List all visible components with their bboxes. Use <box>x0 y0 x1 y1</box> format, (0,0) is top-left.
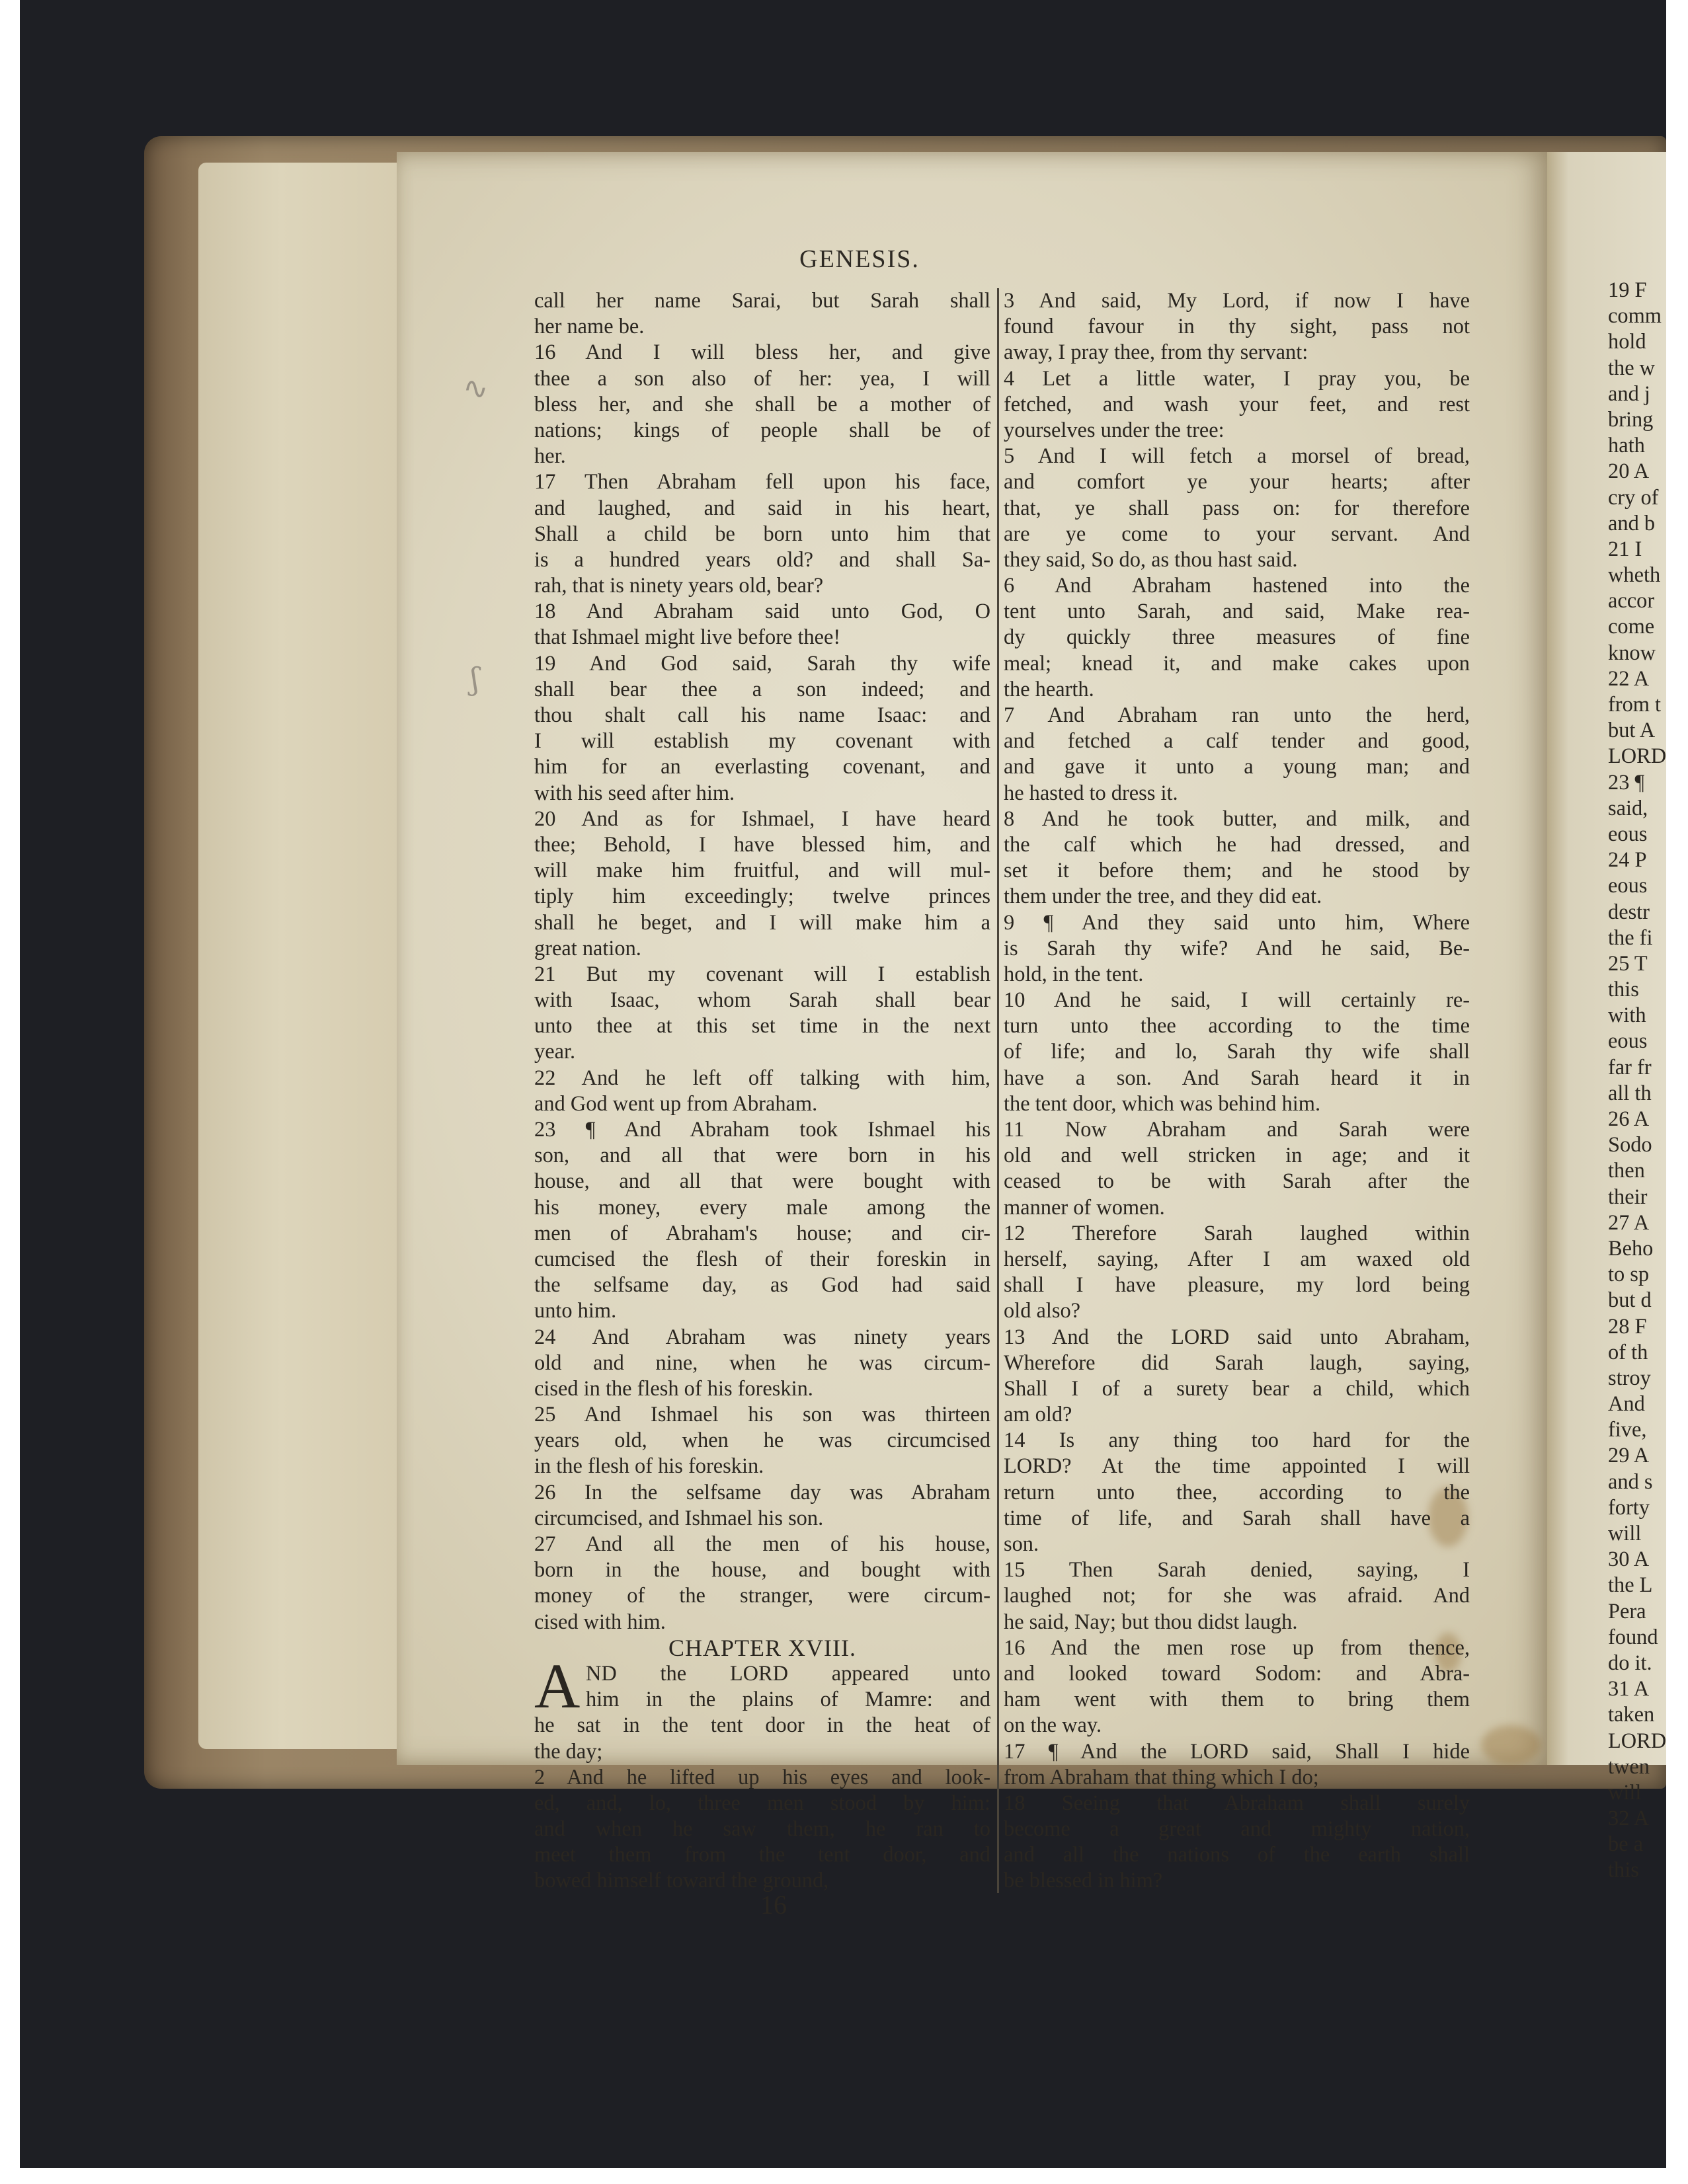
text-line: 23 ¶ And Abraham took Ishmael his <box>534 1118 990 1142</box>
text-line: 16 And the men rose up from thence, <box>1004 1635 1470 1660</box>
text-line: him for an everlasting covenant, and <box>534 755 990 779</box>
facing-page-line: LORD <box>1608 744 1667 769</box>
text-line: Wherefore did Sarah laugh, saying, <box>1004 1350 1470 1375</box>
text-line: born in the house, and bought with <box>534 1558 990 1582</box>
text-line: manner of women. <box>1004 1195 1165 1220</box>
facing-page-line: And <box>1608 1392 1645 1417</box>
text-line: old and nine, when he was circum- <box>534 1350 990 1375</box>
text-line: son. <box>1004 1532 1039 1556</box>
text-line: call her name Sarai, but Sarah shall <box>534 289 990 313</box>
text-line: 16 And I will bless her, and give <box>534 340 990 365</box>
text-line: 3 And said, My Lord, if now I have <box>1004 289 1470 313</box>
text-line: time of life, and Sarah shall have a <box>1004 1506 1470 1530</box>
text-line: become a great and mighty nation, <box>1004 1817 1470 1842</box>
text-line: old also? <box>1004 1299 1081 1323</box>
text-line: ed, and, lo, three men stood by him: <box>534 1791 990 1815</box>
text-line: 8 And he took butter, and milk, and <box>1004 806 1470 831</box>
text-line: 4 Let a little water, I pray you, be <box>1004 366 1470 391</box>
text-line: the calf which he had dressed, and <box>1004 832 1470 857</box>
text-line: rah, that is ninety years old, bear? <box>534 574 824 598</box>
text-line: thee a son also of her: yea, I will <box>534 366 990 391</box>
text-line: 17 ¶ And the LORD said, Shall I hide <box>1004 1739 1470 1764</box>
text-line: thou shalt call his name Isaac: and <box>534 703 990 727</box>
text-line: shall bear thee a son indeed; and <box>534 677 990 701</box>
text-line: Shall I of a surety bear a child, which <box>1004 1376 1470 1401</box>
facing-page-line: twen <box>1608 1754 1650 1779</box>
facing-page-line: this <box>1608 978 1639 1002</box>
text-line: 15 Then Sarah denied, saying, I <box>1004 1558 1470 1582</box>
facing-page-line: 28 F <box>1608 1314 1647 1339</box>
facing-page-line: comm <box>1608 304 1662 329</box>
text-line: away, I pray thee, from thy servant: <box>1004 340 1308 365</box>
text-line: 12 Therefore Sarah laughed within <box>1004 1221 1470 1245</box>
text-line: yourselves under the tree: <box>1004 418 1225 442</box>
running-head: GENESIS. <box>799 245 920 273</box>
facing-page-line: 27 A <box>1608 1210 1650 1235</box>
text-line: I will establish my covenant with <box>534 729 990 754</box>
text-line: thee; Behold, I have blessed him, and <box>534 832 990 857</box>
facing-page-line: bring <box>1608 407 1654 432</box>
text-line: herself, saying, After I am waxed old <box>1004 1247 1470 1271</box>
text-line: old and well stricken in age; and it <box>1004 1144 1470 1168</box>
text-line: ham went with them to bring them <box>1004 1688 1470 1712</box>
text-line: and all the nations of the earth shall <box>1004 1843 1470 1867</box>
facing-page-line: from t <box>1608 693 1662 717</box>
text-line: her. <box>534 444 566 469</box>
facing-page-line: but A <box>1608 719 1656 743</box>
text-line: and fetched a calf tender and good, <box>1004 729 1470 754</box>
text-line: hold, in the tent. <box>1004 962 1144 986</box>
text-line: bowed himself toward the ground, <box>534 1869 829 1893</box>
right-text-column <box>1004 288 1470 1894</box>
text-line: in the flesh of his foreskin. <box>534 1454 764 1479</box>
text-line: 7 And Abraham ran unto the herd, <box>1004 703 1470 727</box>
text-line: 26 In the selfsame day was Abraham <box>534 1480 990 1504</box>
text-line: laughed not; for she was afraid. And <box>1004 1584 1470 1608</box>
text-line: ND the LORD appeared unto <box>586 1661 990 1686</box>
text-line: and looked toward Sodom: and Abra- <box>1004 1661 1470 1686</box>
text-line: unto thee at this set time in the next <box>534 1014 990 1038</box>
text-line: unto him. <box>534 1299 617 1323</box>
facing-page-line: be a <box>1608 1832 1644 1857</box>
facing-page-line: far fr <box>1608 1055 1652 1079</box>
text-line: he hasted to dress it. <box>1004 781 1178 805</box>
facing-page-line: Sodo <box>1608 1133 1652 1157</box>
text-line: they said, So do, as thou hast said. <box>1004 547 1298 572</box>
text-line: the tent door, which was behind him. <box>1004 1091 1321 1116</box>
text-line: the selfsame day, as God had said <box>534 1273 990 1298</box>
text-line: 19 And God said, Sarah thy wife <box>534 651 990 676</box>
text-line: fetched, and wash your feet, and rest <box>1004 392 1470 416</box>
facing-page-line: hath <box>1608 434 1645 458</box>
chapter-heading: CHAPTER XVIII. <box>668 1634 856 1661</box>
text-line: 24 And Abraham was ninety years <box>534 1325 990 1349</box>
text-line: 18 Seeing that Abraham shall surely <box>1004 1791 1470 1815</box>
text-line: he said, Nay; but thou didst laugh. <box>1004 1610 1298 1634</box>
text-line: LORD? At the time appointed I will <box>1004 1454 1470 1479</box>
pencil-mark: ʃ <box>471 661 479 697</box>
text-line: 21 But my covenant will I establish <box>534 962 990 986</box>
text-line: him in the plains of Mamre: and <box>586 1688 990 1712</box>
drop-cap: A <box>534 1650 581 1721</box>
text-line: turn unto thee according to the time <box>1004 1014 1470 1038</box>
facing-page-line: wheth <box>1608 563 1661 588</box>
facing-page-line: then <box>1608 1159 1645 1183</box>
facing-page-line: 19 F <box>1608 278 1647 302</box>
text-line: am old? <box>1004 1403 1072 1427</box>
text-line: 5 And I will fetch a morsel of bread, <box>1004 444 1470 469</box>
facing-page-line: hold <box>1608 330 1646 354</box>
text-line: 20 And as for Ishmael, I have heard <box>534 806 990 831</box>
text-line: meal; knead it, and make cakes upon <box>1004 651 1470 676</box>
text-line: 10 And he said, I will certainly re- <box>1004 988 1470 1013</box>
text-line: 11 Now Abraham and Sarah were <box>1004 1118 1470 1142</box>
facing-page-line: 23 ¶ <box>1608 770 1645 795</box>
facing-page-line: stroy <box>1608 1366 1651 1390</box>
facing-page-line: do it. <box>1608 1651 1652 1675</box>
facing-page-line: 29 A <box>1608 1444 1650 1468</box>
facing-page-line: 24 P <box>1608 848 1647 873</box>
text-line: ceased to be with Sarah after the <box>1004 1169 1470 1194</box>
text-line: found favour in thy sight, pass not <box>1004 315 1470 339</box>
text-line: and laughed, and said in his heart, <box>534 496 990 520</box>
chapter-opening <box>534 1650 990 1721</box>
facing-page-line: will <box>1608 1780 1642 1805</box>
facing-page-line: this <box>1608 1858 1639 1883</box>
text-line: the day; <box>534 1739 603 1764</box>
facing-page-line: the fi <box>1608 925 1653 950</box>
facing-page-line: the L <box>1608 1573 1653 1598</box>
text-line: bless her, and she shall be a mother of <box>534 392 990 416</box>
left-text-column <box>534 288 990 1894</box>
text-line: tiply him exceedingly; twelve princes <box>534 884 990 909</box>
text-line: return unto thee, according to the <box>1004 1480 1470 1504</box>
column-rule <box>997 288 999 1893</box>
text-line: have a son. And Sarah heard it in <box>1004 1066 1470 1090</box>
text-line: years old, when he was circumcised <box>534 1428 990 1453</box>
text-line: men of Abraham's house; and cir- <box>534 1221 990 1245</box>
text-line: 18 And Abraham said unto God, O <box>534 600 990 624</box>
facing-page-line: destr <box>1608 900 1650 924</box>
text-line: and gave it unto a young man; and <box>1004 755 1470 779</box>
text-line: 17 Then Abraham fell upon his face, <box>534 470 990 494</box>
foxing-stain <box>1481 1725 1541 1765</box>
text-line: 27 And all the men of his house, <box>534 1532 990 1556</box>
text-line: great nation. <box>534 936 641 960</box>
facing-page-line: Pera <box>1608 1599 1646 1623</box>
text-line: that Ishmael might live before thee! <box>534 625 841 650</box>
facing-page-line: know <box>1608 641 1656 665</box>
facing-page-line: to sp <box>1608 1263 1650 1287</box>
text-line: set it before them; and he stood by <box>1004 859 1470 883</box>
text-line: that, ye shall pass on: for therefore <box>1004 496 1470 520</box>
text-line: tent unto Sarah, and said, Make rea- <box>1004 600 1470 624</box>
facing-page-line: 30 A <box>1608 1547 1650 1572</box>
text-line: cumcised the flesh of their foreskin in <box>534 1247 990 1271</box>
facing-page-line: five, <box>1608 1418 1647 1442</box>
text-line: 6 And Abraham hastened into the <box>1004 574 1470 598</box>
facing-page-line: accor <box>1608 589 1655 613</box>
text-line: them under the tree, and they did eat. <box>1004 884 1322 909</box>
text-line: and when he saw them, he ran to <box>534 1817 990 1842</box>
facing-page-line: 26 A <box>1608 1107 1650 1131</box>
text-line: nations; kings of people shall be of <box>534 418 990 442</box>
text-line: circumcised, and Ishmael his son. <box>534 1506 824 1530</box>
text-line: 13 And the LORD said unto Abraham, <box>1004 1325 1470 1349</box>
text-line: Shall a child be born unto him that <box>534 522 990 546</box>
text-line: 9 ¶ And they said unto him, Where <box>1004 910 1470 935</box>
text-line: dy quickly three measures of fine <box>1004 625 1470 650</box>
facing-page-line: and s <box>1608 1469 1653 1494</box>
text-line: shall he beget, and I will make him a <box>534 910 990 935</box>
text-line: money of the stranger, were circum- <box>534 1584 990 1608</box>
text-line: the hearth. <box>1004 677 1094 701</box>
facing-page-line: eous <box>1608 874 1648 898</box>
text-line: with Isaac, whom Sarah shall bear <box>534 988 990 1013</box>
facing-page-line: eous <box>1608 1029 1648 1054</box>
facing-page-line: said, <box>1608 796 1648 820</box>
text-line: 25 And Ishmael his son was thirteen <box>534 1403 990 1427</box>
facing-page-line: 22 A <box>1608 666 1650 691</box>
left-endpaper <box>198 163 403 1749</box>
text-line: cised with him. <box>534 1610 666 1634</box>
text-line: meet them from the tent door, and <box>534 1843 990 1867</box>
facing-page-line: and b <box>1608 511 1656 535</box>
text-line: and comfort ye your hearts; after <box>1004 470 1470 494</box>
text-line: on the way. <box>1004 1713 1102 1738</box>
facing-page-text <box>1608 278 1687 1884</box>
facing-page-line: of th <box>1608 1340 1648 1364</box>
facing-page-line: Beho <box>1608 1236 1654 1261</box>
text-line: is Sarah thy wife? And he said, Be- <box>1004 936 1470 960</box>
text-line: is a hundred years old? and shall Sa- <box>534 547 990 572</box>
text-line: of life; and lo, Sarah thy wife shall <box>1004 1040 1470 1064</box>
text-line: cised in the flesh of his foreskin. <box>534 1376 813 1401</box>
text-line: are ye come to your servant. And <box>1004 522 1470 546</box>
pencil-mark: ∿ <box>463 370 489 406</box>
text-line: 14 Is any thing too hard for the <box>1004 1428 1470 1453</box>
text-line: 22 And he left off talking with him, <box>534 1066 990 1090</box>
text-line: her name be. <box>534 315 645 339</box>
text-line: 2 And he lifted up his eyes and look- <box>534 1765 990 1789</box>
text-line: and God went up from Abraham. <box>534 1091 818 1116</box>
facing-page-line: 25 T <box>1608 951 1648 976</box>
text-line: shall I have pleasure, my lord being <box>1004 1273 1470 1298</box>
facing-page-line: eous <box>1608 822 1648 846</box>
facing-page-line: found <box>1608 1625 1658 1649</box>
text-line: year. <box>534 1040 576 1064</box>
text-line: house, and all that were bought with <box>534 1169 990 1194</box>
facing-page-line: 32 A <box>1608 1807 1650 1831</box>
facing-page-line: with <box>1608 1003 1646 1028</box>
facing-page-line: cry of <box>1608 485 1659 510</box>
text-line: will make him fruitful, and will mul- <box>534 859 990 883</box>
facing-page-line: the w <box>1608 356 1656 380</box>
facing-page-line: come <box>1608 615 1655 639</box>
page-number: 16 <box>760 1890 787 1920</box>
facing-page-line: and j <box>1608 381 1650 406</box>
text-line: from Abraham that thing which I do; <box>1004 1765 1319 1789</box>
facing-page-line: forty <box>1608 1495 1650 1520</box>
facing-page-line: all th <box>1608 1081 1652 1105</box>
facing-page-line: taken <box>1608 1703 1655 1727</box>
text-line: son, and all that were born in his <box>534 1144 990 1168</box>
facing-page-line: their <box>1608 1185 1648 1209</box>
text-line: he sat in the tent door in the heat of <box>534 1713 990 1738</box>
text-line: be blessed in him? <box>1004 1869 1163 1893</box>
facing-page-line: 31 A <box>1608 1677 1650 1701</box>
facing-page-line: but d <box>1608 1288 1652 1313</box>
facing-page-line: 20 A <box>1608 459 1650 484</box>
text-line: his money, every male among the <box>534 1195 990 1220</box>
text-line: with his seed after him. <box>534 781 735 805</box>
facing-page-line: 21 I <box>1608 537 1642 561</box>
facing-page-line: LORD <box>1608 1729 1667 1753</box>
facing-page-line: will <box>1608 1522 1642 1545</box>
